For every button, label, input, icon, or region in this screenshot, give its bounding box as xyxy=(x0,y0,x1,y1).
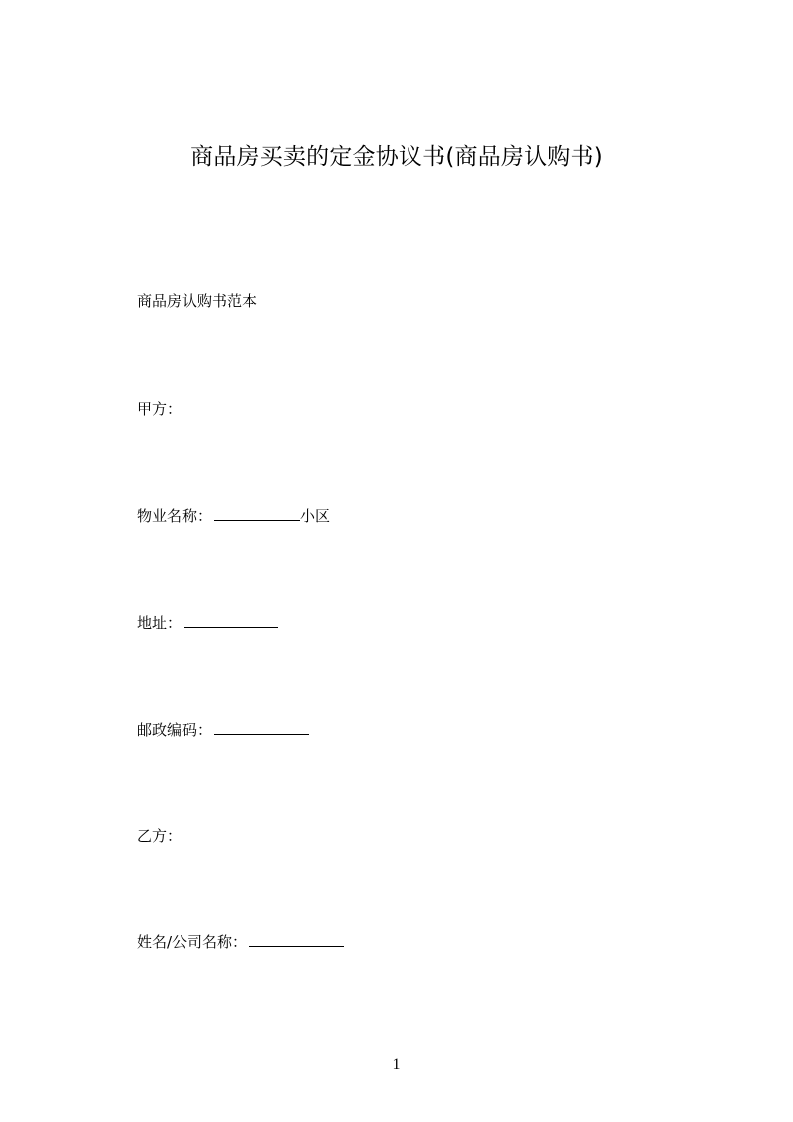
address-row xyxy=(137,613,278,633)
address-blank[interactable] xyxy=(184,613,278,628)
party-b-label: 乙方： xyxy=(137,827,183,845)
party-a-label: 甲方： xyxy=(137,400,183,418)
property-name-label: 物业名称： xyxy=(137,507,213,525)
postal-code-blank[interactable] xyxy=(214,720,309,735)
subtitle: 商品房认购书范本 xyxy=(137,292,258,310)
address-label: 地址： xyxy=(137,614,183,632)
name-company-row xyxy=(137,932,344,952)
property-name-row xyxy=(137,506,330,526)
name-company-label: 姓名/公司名称： xyxy=(137,933,248,951)
document-title: 商品房买卖的定金协议书(商品房认购书) xyxy=(190,144,603,170)
property-name-blank[interactable] xyxy=(214,506,300,521)
postal-code-row xyxy=(137,720,309,740)
page-number: 1 xyxy=(392,1056,401,1073)
property-name-suffix: 小区 xyxy=(300,507,331,525)
postal-code-label: 邮政编码： xyxy=(137,721,213,739)
name-company-blank[interactable] xyxy=(249,932,344,947)
